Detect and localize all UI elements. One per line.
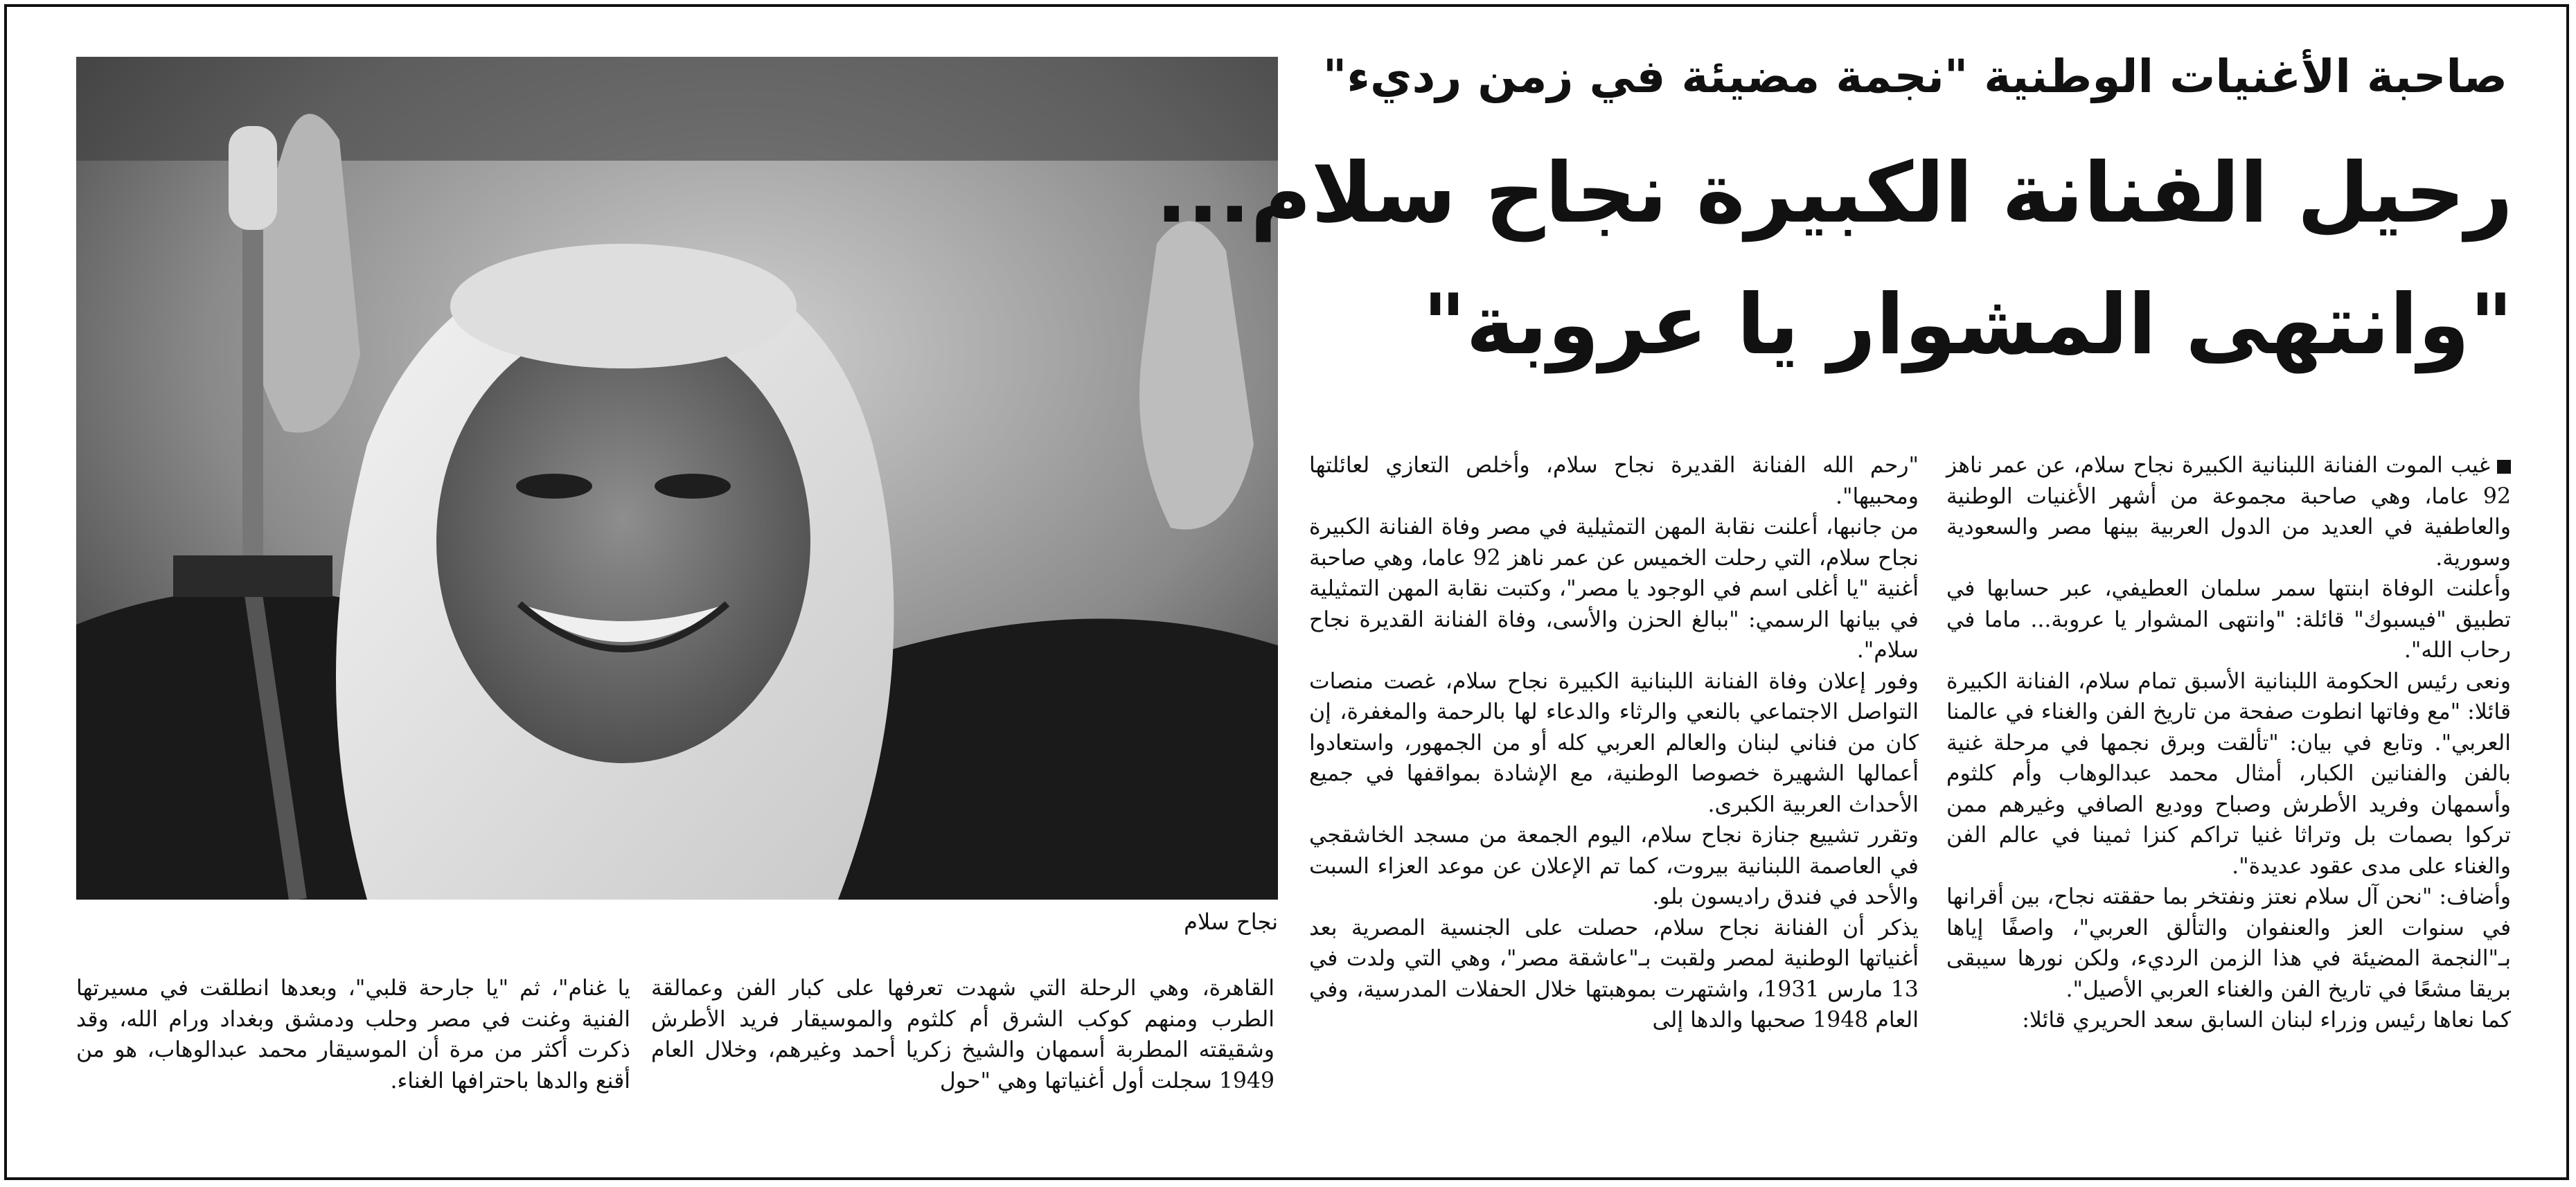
article-column-middle (1309, 450, 1919, 1177)
article-kicker: صاحبة الأغنيات الوطنية "نجمة مضيئة في زمن رديء" (1322, 50, 2507, 103)
paragraph: وأعلنت الوفاة ابنتها سمر سلمان العطيفي، عبر حسابها في تطبيق "فيسبوك" قائلة: "وانتهى المشوار يا عروبة... ماما في رحاب الله". (1946, 576, 2511, 663)
photo-caption: نجاح سلام (1184, 909, 1278, 935)
paragraph: وأضاف: "نحن آل سلام نعتز ونفتخر بما حققته نجاح، بين أقرانها في سنوات العز والعنفوان والتألق العربي"، واصفًا إياها بـ"النجمة المضيئة في هذا الزمن الرديء، ولكن نورها سيبقى بريقا مشعًا في تاريخ الفن والغناء العربي الأصيل". (1946, 884, 2511, 1002)
paragraph: وتقرر تشييع جنازة نجاح سلام، اليوم الجمعة من مسجد الخاشقجي في العاصمة اللبنانية بيروت، كما تم الإعلان عن موعد العزاء السبت والأحد في فندق راديسون بلو. (1309, 823, 1919, 909)
square-bullet-icon (2497, 460, 2511, 474)
paragraph: وفور إعلان وفاة الفنانة اللبنانية الكبيرة نجاح سلام، غصت منصات التواصل الاجتماعي بالنعي والرثاء والدعاء لها بالرحمة والمغفرة، إن كان من فناني لبنان والعالم العربي كله أو من الجمهور، واستعادوا أعمالها الشهيرة خصوصا الوطنية، مع الإشادة بمواقفها في جميع الأحداث العربية الكبرى. (1309, 668, 1919, 817)
paragraph: كما نعاها رئيس وزراء لبنان السابق سعد الحريري قائلا: (2022, 1008, 2511, 1033)
article-column-bottom-left (76, 973, 630, 1167)
article-column-right (1946, 450, 2511, 1177)
article-photo (76, 57, 1278, 900)
paragraph: غيب الموت الفنانة اللبنانية الكبيرة نجاح سلام، عن عمر ناهز 92 عاما، وهي صاحبة مجموعة من أشهر الأغنيات الوطنية والعاطفية في العديد من الدول العربية بينها مصر والسعودية وسورية. (1946, 453, 2511, 571)
paragraph: "رحم الله الفنانة القديرة نجاح سلام، وأخلص التعازي لعائلتها ومحبيها". (1309, 453, 1919, 509)
headline-line-1: رحيل الفنانة الكبيرة نجاح سلام... (1155, 145, 2513, 242)
singer-portrait-image (76, 57, 1278, 900)
article-column-bottom-right (651, 973, 1274, 1167)
paragraph: ونعى رئيس الحكومة اللبنانية الأسبق تمام سلام، الفنانة الكبيرة قائلا: "مع وفاتها انطوت صفحة من تاريخ الفن والغناء في عالمنا العربي". وتابع في بيان: "تألقت وبرق نجمها في مرحلة غنية بالفن والفنانين الكبار، أمثال محمد عبدالوهاب وأم كلثوم وأسمهان وفريد الأطرش وصباح ووديع الصافي وغيرهم ممن تركوا بصمات بل وتراثا غنيا تراكم كنزا ثمينا في عالم الفن والغناء على مدى عقود عديدة". (1946, 668, 2511, 879)
paragraph: من جانبها، أعلنت نقابة المهن التمثيلية في مصر وفاة الفنانة الكبيرة نجاح سلام، التي رحلت الخميس عن عمر ناهز 92 عاما، وهي صاحبة أغنية "يا أغلى اسم في الوجود يا مصر"، وكتبت نقابة المهن التمثيلية في بيانها الرسمي: "ببالغ الحزن والأسى، وفاة الفنانة القديرة نجاح سلام". (1309, 515, 1919, 663)
headline-line-2: "وانتهى المشوار يا عروبة" (1422, 277, 2513, 373)
paragraph: يذكر أن الفنانة نجاح سلام، حصلت على الجنسية المصرية بعد أغنياتها الوطنية لمصر ولقبت بـ"عاشقة مصر"، وهي التي ولدت في 13 مارس 1931، واشتهرت بموهبتها خلال الحفلات المدرسية، وفي العام 1948 صحبها والدها إلى (1309, 915, 1919, 1033)
newspaper-page (4, 4, 2569, 1180)
paragraph: يا غنام"، ثم "يا جارحة قلبي"، وبعدها انطلقت في مسيرتها الفنية وغنت في مصر وحلب ودمشق وبغداد ورام الله، وقد ذكرت أكثر من مرة أن الموسيقار محمد عبدالوهاب، هو من أقنع والدها باحترافها الغناء. (76, 976, 630, 1094)
paragraph: القاهرة، وهي الرحلة التي شهدت تعرفها على كبار الفن وعمالقة الطرب ومنهم كوكب الشرق أم كلثوم والموسيقار فريد الأطرش وشقيقته المطربة أسمهان والشيخ زكريا أحمد وغيرهم، وخلال العام 1949 سجلت أول أغنياتها وهي "حول (651, 976, 1274, 1094)
